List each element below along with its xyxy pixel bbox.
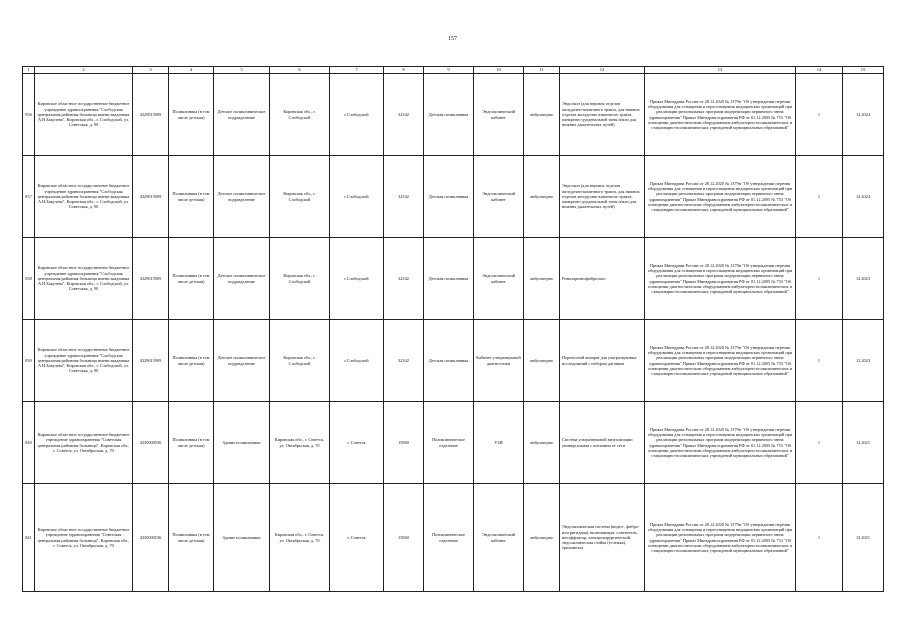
equipment-table xyxy=(22,66,884,592)
cell-row-number: 840 xyxy=(23,402,35,484)
column-number: 11 xyxy=(524,67,560,74)
table-row xyxy=(23,320,884,402)
table-row xyxy=(23,402,884,484)
cell-organization-name: Кировское областное государственное бюджетное учреждение здравоохранения "Слободская центральная районная больница имени академика А.Н.Бакулева", Кировская обл., г. Слободской, ул. Советская, д. 90 xyxy=(35,156,133,238)
cell-quantity: 1 xyxy=(796,238,843,320)
cell-regulation: Приказ Минздрава России от 28.12.2020 № 1379н "Об утверждении перечня оборудования для оснащения и переоснащения медицинских организаций при реализации региональных программ модернизации первичного звена здравоохранения" Приказ Минздравсоцразвития РФ от 01.12.2005 № 753 "Об оснащении диагностическим оборудованием амбулаторно-поликлинических и стационарно-поликлинических учреждений муниципальных образований" xyxy=(645,238,796,320)
column-number: 3 xyxy=(133,67,169,74)
cell-address: Кировская обл., г. Слободской xyxy=(270,320,330,402)
cell-cabinet: Эндоскопический кабинет xyxy=(474,484,524,592)
cell-facility-type: Поликлиника (в том числе детская) xyxy=(169,402,214,484)
cell-regulation: Приказ Минздрава России от 28.12.2020 № 1379н "Об утверждении перечня оборудования для оснащения и переоснащения медицинских организаций при реализации региональных программ модернизации первичного звена здравоохранения" Приказ Минздравсоцразвития РФ от 01.12.2005 № 753 "Об оснащении диагностическим оборудованием амбулаторно-поликлинических и стационарно-поликлинических учреждений муниципальных образований" xyxy=(645,402,796,484)
cell-organization-name: Кировское областное государственное бюджетное учреждение здравоохранения "Слободская центральная районная больница имени академика А.Н.Бакулева", Кировская обл., г. Слободской, ул. Советская, д. 90 xyxy=(35,74,133,156)
cell-facility-type: Поликлиника (в том числе детская) xyxy=(169,484,214,592)
cell-subdivision: Детское поликлиническое подразделение xyxy=(214,74,270,156)
cell-address: Кировская обл., г. Слободской xyxy=(270,74,330,156)
cell-equipment-name: Эндоскоп (для верхних отделов желудочно-кишечного тракта, для нижних отделов желудочно-кишечного тракта, панкреато-дуоденальной зоны и/или для нижних дыхательных путей) xyxy=(560,156,645,238)
cell-due-date: 12.2024 xyxy=(843,74,884,156)
cell-equipment-name: Переносной аппарат для ультразвуковых исследований с набором датчиков xyxy=(560,320,645,402)
cell-cabinet: УЗИ xyxy=(474,402,524,484)
column-number: 1 xyxy=(23,67,35,74)
column-number: 13 xyxy=(645,67,796,74)
cell-code: 15860 xyxy=(384,484,424,592)
cell-regulation: Приказ Минздрава России от 28.12.2020 № 1379н "Об утверждении перечня оборудования для оснащения и переоснащения медицинских организаций при реализации региональных программ модернизации первичного звена здравоохранения" Приказ Минздравсоцразвития РФ от 01.12.2005 № 753 "Об оснащении диагностическим оборудованием амбулаторно-поликлинических и стационарно-поликлинических учреждений муниципальных образований" xyxy=(645,74,796,156)
column-number: 15 xyxy=(843,67,884,74)
cell-locality: г. Советск xyxy=(330,402,384,484)
column-number: 2 xyxy=(35,67,133,74)
cell-inn: 4329015909 xyxy=(133,74,169,156)
column-number: 12 xyxy=(560,67,645,74)
cell-subdivision: Детское поликлиническое подразделение xyxy=(214,320,270,402)
cell-due-date: 12.2024 xyxy=(843,156,884,238)
cell-address: Кировская обл., г. Слободской xyxy=(270,238,330,320)
page-number: 157 xyxy=(448,36,457,42)
cell-care-condition: амбулаторно xyxy=(524,484,560,592)
cell-code: 32342 xyxy=(384,74,424,156)
cell-facility-type: Поликлиника (в том числе детская) xyxy=(169,320,214,402)
cell-care-condition: амбулаторно xyxy=(524,74,560,156)
cell-address: Кировская обл., г. Советск, ул. Октябрьская, д. 70 xyxy=(270,484,330,592)
cell-care-condition: амбулаторно xyxy=(524,156,560,238)
cell-subdivision: Здание поликлиники xyxy=(214,402,270,484)
cell-due-date: 12.2021 xyxy=(843,484,884,592)
cell-organization-name: Кировское областное государственное бюджетное учреждение здравоохранения "Слободская центральная районная больница имени академика А.Н.Бакулева", Кировская обл., г. Слободской, ул. Советская, д. 90 xyxy=(35,320,133,402)
cell-quantity: 1 xyxy=(796,320,843,402)
cell-row-number: 841 xyxy=(23,484,35,592)
cell-quantity: 1 xyxy=(796,74,843,156)
cell-equipment-name: Ринолaрингофиброскоп xyxy=(560,238,645,320)
cell-quantity: 1 xyxy=(796,402,843,484)
cell-inn: 4330000536 xyxy=(133,484,169,592)
cell-inn: 4329015909 xyxy=(133,238,169,320)
cell-due-date: 12.2021 xyxy=(843,402,884,484)
cell-cabinet: Эндоскопический кабинет xyxy=(474,238,524,320)
cell-cabinet: Эндоскопический кабинет xyxy=(474,74,524,156)
cell-facility-type: Поликлиника (в том числе детская) xyxy=(169,156,214,238)
cell-equipment-name: Эндоскопическая система (видео-, фибро- или ригидная), включающая: осветитель, инсуффлятор, электрохирургический, эндоскопическая стойка (тележка), трихинелла xyxy=(560,484,645,592)
table-row xyxy=(23,74,884,156)
cell-facility-type: Поликлиника (в том числе детская) xyxy=(169,238,214,320)
cell-department: Детская поликлиника xyxy=(424,320,474,402)
cell-address: Кировская обл., г. Слободской xyxy=(270,156,330,238)
cell-row-number: 836 xyxy=(23,74,35,156)
cell-code: 32342 xyxy=(384,156,424,238)
cell-regulation: Приказ Минздрава России от 28.12.2020 № 1379н "Об утверждении перечня оборудования для оснащения и переоснащения медицинских организаций при реализации региональных программ модернизации первичного звена здравоохранения" Приказ Минздравсоцразвития РФ от 01.12.2005 № 753 "Об оснащении диагностическим оборудованием амбулаторно-поликлинических и стационарно-поликлинических учреждений муниципальных образований" xyxy=(645,156,796,238)
cell-address: Кировская обл., г. Советск, ул. Октябрьская, д. 70 xyxy=(270,402,330,484)
cell-cabinet: Эндоскопический кабинет xyxy=(474,156,524,238)
cell-inn: 4329015909 xyxy=(133,320,169,402)
cell-code: 32342 xyxy=(384,320,424,402)
cell-organization-name: Кировское областное государственное бюджетное учреждение здравоохранения "Слободская центральная районная больница имени академика А.Н.Бакулева", Кировская обл., г. Слободской, ул. Советская, д. 90 xyxy=(35,238,133,320)
column-number: 9 xyxy=(424,67,474,74)
cell-quantity: 1 xyxy=(796,484,843,592)
cell-cabinet: Кабинет ультразвуковой диагностики xyxy=(474,320,524,402)
cell-equipment-name: Система ультразвуковой визуализации универсальная с питанием от сети xyxy=(560,402,645,484)
cell-department: Детская поликлиника xyxy=(424,156,474,238)
table-row xyxy=(23,238,884,320)
cell-locality: г.Слободской xyxy=(330,156,384,238)
cell-care-condition: амбулаторно xyxy=(524,320,560,402)
table-body xyxy=(23,67,884,592)
table-row xyxy=(23,484,884,592)
column-number: 10 xyxy=(474,67,524,74)
cell-equipment-name: Эндоскоп (для верхних отделов желудочно-кишечного тракта, для нижних отделов желудочно-кишечного тракта, панкреато-дуоденальной зоны и/или для нижних дыхательных путей) xyxy=(560,74,645,156)
column-number: 8 xyxy=(384,67,424,74)
cell-row-number: 837 xyxy=(23,156,35,238)
cell-code: 32342 xyxy=(384,238,424,320)
column-number: 7 xyxy=(330,67,384,74)
cell-department: Детская поликлиника xyxy=(424,238,474,320)
cell-row-number: 838 xyxy=(23,238,35,320)
cell-department: Детская поликлиника xyxy=(424,74,474,156)
table-row xyxy=(23,156,884,238)
cell-row-number: 839 xyxy=(23,320,35,402)
cell-organization-name: Кировское областное государственное бюджетное учреждение здравоохранения "Советская центральная районная больница", Кировская обл., г. Советск, ул. Октябрьская, д. 70 xyxy=(35,484,133,592)
cell-due-date: 12.2023 xyxy=(843,238,884,320)
cell-subdivision: Детское поликлиническое подразделение xyxy=(214,238,270,320)
cell-organization-name: Кировское областное государственное бюджетное учреждение здравоохранения "Советская центральная районная больница", Кировская обл., г. Советск, ул. Октябрьская, д. 70 xyxy=(35,402,133,484)
cell-regulation: Приказ Минздрава России от 28.12.2020 № 1379н "Об утверждении перечня оборудования для оснащения и переоснащения медицинских организаций при реализации региональных программ модернизации первичного звена здравоохранения" Приказ Минздравсоцразвития РФ от 01.12.2005 № 753 "Об оснащении диагностическим оборудованием амбулаторно-поликлинических и стационарно-поликлинических учреждений муниципальных образований" xyxy=(645,484,796,592)
cell-quantity: 1 xyxy=(796,156,843,238)
cell-locality: г.Слободской xyxy=(330,320,384,402)
cell-subdivision: Детское поликлиническое подразделение xyxy=(214,156,270,238)
cell-department: Поликлиническое отделение xyxy=(424,484,474,592)
cell-care-condition: амбулаторно xyxy=(524,402,560,484)
cell-code: 15860 xyxy=(384,402,424,484)
cell-locality: г.Слободской xyxy=(330,238,384,320)
cell-facility-type: Поликлиника (в том числе детская) xyxy=(169,74,214,156)
column-number: 4 xyxy=(169,67,214,74)
cell-regulation: Приказ Минздрава России от 28.12.2020 № 1379н "Об утверждении перечня оборудования для оснащения и переоснащения медицинских организаций при реализации региональных программ модернизации первичного звена здравоохранения" Приказ Минздравсоцразвития РФ от 01.12.2005 № 753 "Об оснащении диагностическим оборудованием амбулаторно-поликлинических и стационарно-поликлинических учреждений муниципальных образований" xyxy=(645,320,796,402)
cell-due-date: 12.2023 xyxy=(843,320,884,402)
cell-subdivision: Здание поликлиники xyxy=(214,484,270,592)
cell-care-condition: амбулаторно xyxy=(524,238,560,320)
cell-inn: 4329015909 xyxy=(133,156,169,238)
cell-locality: г. Советск xyxy=(330,484,384,592)
cell-inn: 4330000536 xyxy=(133,402,169,484)
cell-department: Поликлиническое отделение xyxy=(424,402,474,484)
cell-locality: г.Слободской xyxy=(330,74,384,156)
column-number: 6 xyxy=(270,67,330,74)
column-number: 14 xyxy=(796,67,843,74)
column-number-row xyxy=(23,67,884,74)
column-number: 5 xyxy=(214,67,270,74)
